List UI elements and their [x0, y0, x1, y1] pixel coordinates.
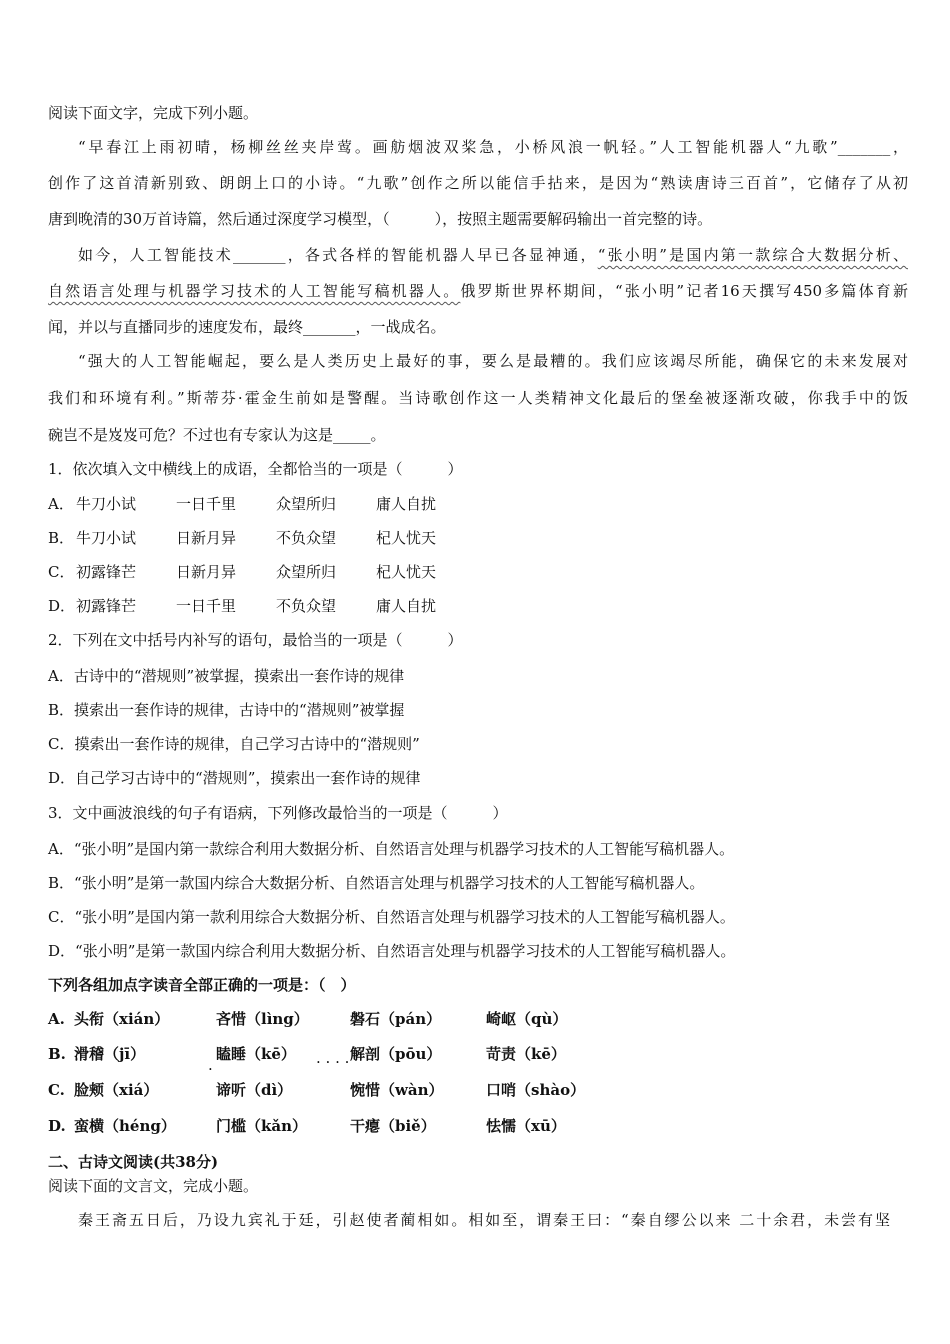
- question-3-option-a[interactable]: A．“张小明”是国内第一款综合利用大数据分析、自然语言处理与机器学习技术的人工智能写稿机器人。: [48, 840, 735, 858]
- option-cell: 头衔（xián）: [74, 1010, 170, 1028]
- option-cell: 日新月异: [176, 563, 237, 581]
- question-4-stem: 下列各组加点字读音全部正确的一项是：（ ）: [48, 976, 356, 994]
- option-key: B．: [48, 529, 75, 547]
- option-key: D.: [48, 1117, 66, 1135]
- passage-p3-line2: 我们和环境有利。”斯蒂芬·霍金生前如是警醒。当诗歌创作这一人类精神文化最后的堡垒被逐渐攻破，你我手中的饭: [48, 389, 908, 407]
- option-cell: 瞌睡（kē）: [216, 1045, 296, 1063]
- option-cell: 蛮横（héng）: [74, 1117, 176, 1135]
- option-cell: 初露锋芒: [76, 563, 137, 581]
- option-cell: 吝惜（lìng）: [216, 1010, 309, 1028]
- option-key: A.: [48, 1010, 65, 1028]
- option-cell: 滑稽（jī）: [74, 1045, 146, 1063]
- passage-p2-line1-text: 如今，人工智能技术_______，各式各样的智能机器人早已各显神通，: [78, 246, 598, 264]
- reading-intro: 阅读下面文字，完成下列小题。: [48, 104, 259, 122]
- wavy-underlined-sentence-end: 自然语言处理与机器学习技术的人工智能写稿机器人。: [48, 282, 461, 300]
- option-cell: 谛听（dì）: [216, 1081, 293, 1099]
- option-cell: 一日千里: [176, 495, 237, 513]
- option-cell: 磐石（pán）: [350, 1010, 442, 1028]
- option-cell: 惋惜（wàn）: [350, 1081, 444, 1099]
- question-2-option-a[interactable]: A．古诗中的“潜规则”被掌握，摸索出一套作诗的规律: [48, 667, 405, 685]
- wavy-underlined-sentence-start: “张小明”是国内第一款综合大数据分析、: [597, 246, 908, 264]
- question-3-option-c[interactable]: C．“张小明”是国内第一款利用综合大数据分析、自然语言处理与机器学习技术的人工智能写稿机器人。: [48, 908, 735, 926]
- passage-p1-line1: “早春江上雨初晴，杨柳丝丝夹岸莺。画舫烟波双桨急，小桥风浪一帆轻。”人工智能机器人“九歌”_______，: [78, 138, 908, 156]
- option-cell: 庸人自扰: [376, 597, 437, 615]
- option-cell: 不负众望: [276, 529, 337, 547]
- option-cell: 脸颊（xiá）: [74, 1081, 159, 1099]
- option-cell: 崎岖（qù）: [486, 1010, 568, 1028]
- option-cell: 日新月异: [176, 529, 237, 547]
- option-key: C.: [48, 1081, 65, 1099]
- option-cell: 牛刀小试: [76, 529, 137, 547]
- option-key: B.: [48, 1045, 66, 1063]
- option-cell: 解剖（pōu）: [350, 1045, 442, 1063]
- question-2-option-c[interactable]: C．摸索出一套作诗的规律，自己学习古诗中的“潜规则”: [48, 735, 420, 753]
- option-cell: 门槛（kǎn）: [216, 1117, 308, 1135]
- question-1-stem: 1．依次填入文中横线上的成语，全都恰当的一项是（ ）: [48, 460, 463, 478]
- option-cell: 牛刀小试: [76, 495, 137, 513]
- option-cell: 干瘪（biě）: [350, 1117, 436, 1135]
- question-3-option-d[interactable]: D．“张小明”是第一款国内综合利用大数据分析、自然语言处理与机器学习技术的人工智能写稿机器人。: [48, 942, 736, 960]
- question-2-option-d[interactable]: D．自己学习古诗中的“潜规则”，摸索出一套作诗的规律: [48, 769, 421, 787]
- passage-p2-line2-text: 俄罗斯世界杯期间，“张小明”记者16天撰写450多篇体育新: [460, 282, 908, 300]
- passage-p1-line3: 唐到晚清的30万首诗篇，然后通过深度学习模型，（ ），按照主题需要解码输出一首完整的诗。: [48, 210, 713, 228]
- question-3-option-b[interactable]: B．“张小明”是第一款国内综合大数据分析、自然语言处理与机器学习技术的人工智能写稿机器人。: [48, 874, 705, 892]
- option-cell: 口哨（shào）: [486, 1081, 586, 1099]
- passage-p3-line1: “强大的人工智能崛起，要么是人类历史上最好的事，要么是最糟的。我们应该竭尽所能，确保它的未来发展对: [78, 352, 908, 370]
- option-cell: 不负众望: [276, 597, 337, 615]
- option-key: A．: [48, 495, 74, 513]
- emphasis-dot-mark: . . . .: [316, 1049, 350, 1067]
- section-2-title: 二、古诗文阅读(共38分): [48, 1153, 219, 1171]
- passage-p2-line2: [48, 281, 908, 301]
- section-2-intro: 阅读下面的文言文，完成小题。: [48, 1177, 259, 1195]
- option-key: D．: [48, 597, 76, 615]
- option-cell: 杞人忧天: [376, 563, 437, 581]
- question-2-stem: 2．下列在文中括号内补写的语句，最恰当的一项是（ ）: [48, 631, 463, 649]
- passage-p2-line1: [78, 245, 908, 265]
- classical-text-line1: 秦王斋五日后，乃设九宾礼于廷，引赵使者蔺相如。相如至，谓秦王曰：“秦自缪公以来 二十余君，未尝有坚: [78, 1211, 890, 1229]
- emphasis-dot-mark: .: [208, 1056, 213, 1074]
- option-cell: 众望所归: [276, 563, 337, 581]
- option-cell: 初露锋芒: [76, 597, 137, 615]
- passage-p1-line2: 创作了这首清新别致、朗朗上口的小诗。“九歌”创作之所以能信手拈来，是因为“熟读唐诗三百首”，它储存了从初: [48, 174, 908, 192]
- question-2-option-b[interactable]: B．摸索出一套作诗的规律，古诗中的“潜规则”被掌握: [48, 701, 405, 719]
- option-cell: 苛责（kē）: [486, 1045, 566, 1063]
- option-key: C．: [48, 563, 75, 581]
- option-cell: 庸人自扰: [376, 495, 437, 513]
- passage-p3-line3: 碗岂不是岌岌可危？不过也有专家认为这是_____。: [48, 426, 386, 444]
- option-cell: 怯懦（xū）: [486, 1117, 566, 1135]
- passage-p2-line3: 闻，并以与直播同步的速度发布，最终_______，一战成名。: [48, 318, 446, 336]
- option-cell: 一日千里: [176, 597, 237, 615]
- option-cell: 杞人忧天: [376, 529, 437, 547]
- option-cell: 众望所归: [276, 495, 337, 513]
- question-3-stem: 3．文中画波浪线的句子有语病，下列修改最恰当的一项是（ ）: [48, 804, 508, 822]
